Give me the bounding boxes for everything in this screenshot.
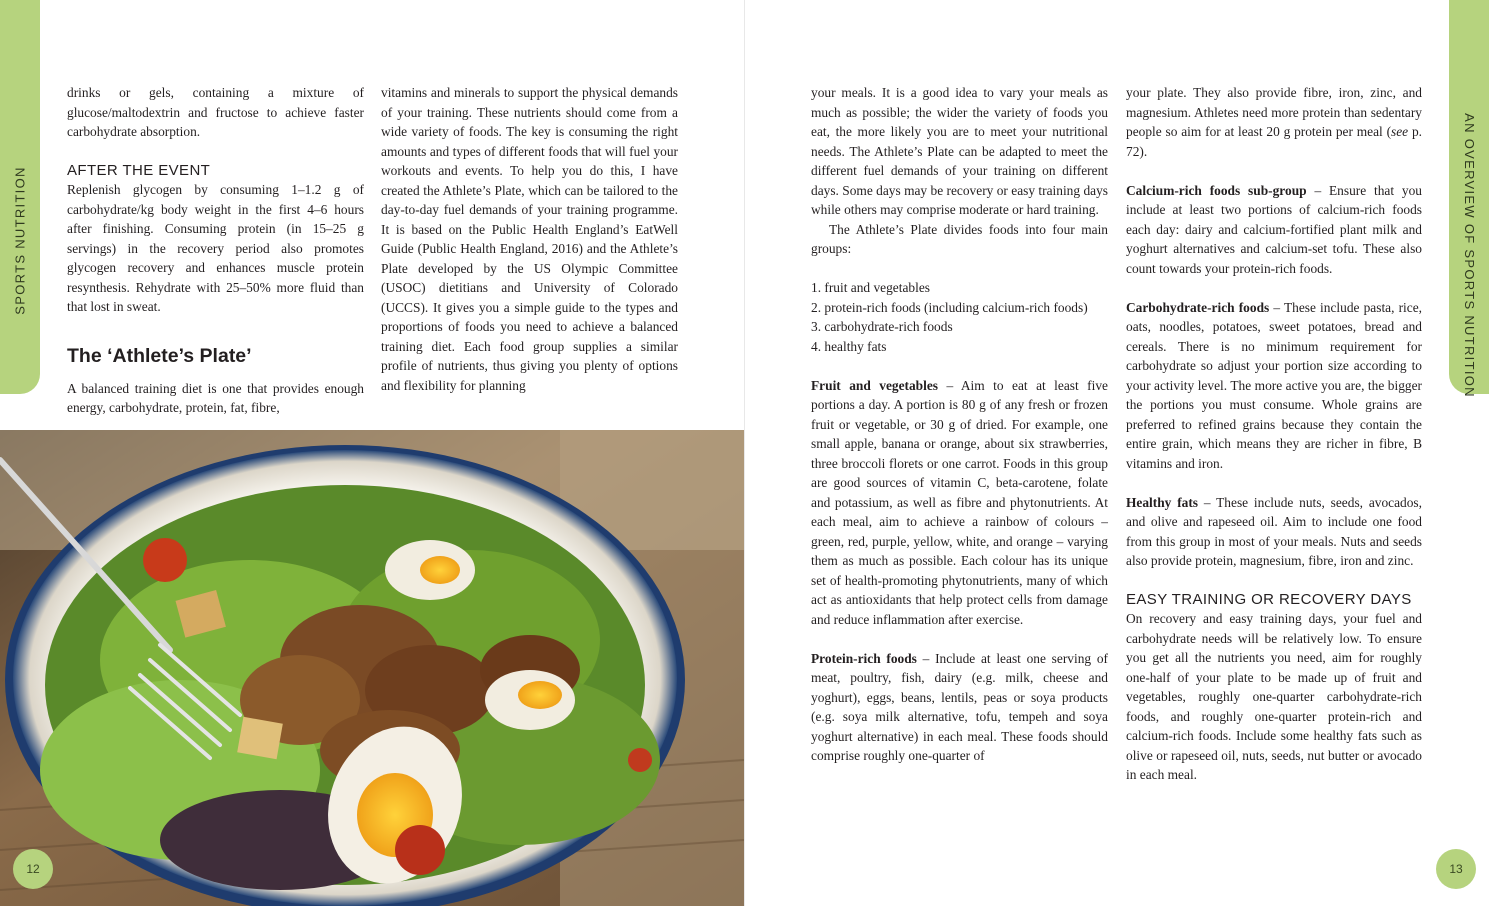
left-side-tab bbox=[0, 0, 40, 394]
right-column-1 bbox=[811, 83, 1108, 766]
list-item: 4. healthy fats bbox=[811, 338, 887, 354]
subheading-after-the-event: AFTER THE EVENT bbox=[67, 161, 211, 179]
run-in-heading: Carbohydrate-rich foods bbox=[1126, 299, 1270, 315]
list-item: 1. fruit and vegetables bbox=[811, 280, 930, 295]
section-heading-athletes-plate: The ‘Athlete’s Plate’ bbox=[67, 344, 252, 367]
subheading-easy-training: EASY TRAINING OR RECOVERY DAYS bbox=[1126, 590, 1412, 608]
right-side-tab-label: AN OVERVIEW OF SPORTS NUTRITION bbox=[1461, 112, 1477, 398]
run-in-heading: Protein-rich foods bbox=[811, 650, 917, 666]
left-column-2 bbox=[381, 83, 678, 395]
right-side-tab bbox=[1449, 0, 1489, 398]
paragraph-protein-rich-foods: Protein-rich foods – Include at least one serving of meat, poultry, fish, dairy (e.g. milk, cheese and yoghurt), eggs, beans, lentils, peas or soya products (e.g. soya milk alternative, tofu, tempeh and soya yoghurt alternative) in each meal. These foods should comprise roughly one-quarter of bbox=[811, 650, 1108, 763]
paragraph-healthy-fats: Healthy fats – These include nuts, seeds, avocados, and olive and rapeseed oil. Aim to include one food from this group in most of your meals. Nuts and seeds also provide protein, magnesium, fibre, iron and zinc. bbox=[1126, 494, 1422, 568]
list-item: 3. carbohydrate-rich foods bbox=[811, 319, 953, 334]
paragraph: vitamins and minerals to support the physical demands of your training. These nutrients should come from a wide variety of foods. The key is consuming the right amounts and types of different foods that will fuel your workouts and events. To help you do this, I have created the Athlete’s Plate, which can be tailored to the day-to-day fuel demands of your training programme. It is based on the Public Health England’s EatWell Guide (Public Health England, 2016) and the Athlete’s Plate developed by the US Olympic Committee (USOC) dietitians and University of Colorado (UCCS). It gives you a simple guide to the types and proportions of foods you need to achieve a balanced training diet. Each food group supplies a similar profile of nutrients, thus giving you plenty of options and flexibility for planning bbox=[381, 85, 678, 393]
food-groups-list bbox=[811, 278, 1108, 356]
right-column-2 bbox=[1126, 83, 1422, 785]
list-item: 2. protein-rich foods (including calcium-rich foods) bbox=[811, 299, 1088, 315]
paragraph: your plate. They also provide fibre, iron, zinc, and magnesium. Athletes need more protein than sedentary people so aim for at least 20 g protein per meal (see p. 72). bbox=[1126, 85, 1422, 159]
paragraph: your meals. It is a good idea to vary your meals as much as possible; the wider the variety of foods you eat, the more likely you are to meet your nutritional needs. The Athlete’s Plate can be adapted to meet the different fuel demands of your training on different days. Some days may be recovery or easy training days while others may comprise moderate or hard training. bbox=[811, 85, 1108, 217]
run-in-heading: Calcium-rich foods sub-group bbox=[1126, 182, 1307, 198]
paragraph-fruit-and-vegetables: Fruit and vegetables – Aim to eat at least five portions a day. A portion is 80 g of any fresh or frozen fruit or vegetable, or 30 g of dried. For example, one small apple, banana or orange, about six strawberries, three broccoli florets or one carrot. Foods in this group are good sources of vitamin C, beta-carotene, folate and potassium, as well as fibre and phytonutrients. At each meal, aim to achieve a rainbow of colours – green, red, purple, yellow, white, and orange – varying them as much as possible. Each colour has its unique set of health-promoting phytonutrients, many of which act as antioxidants that help protect cells from damage and reduce inflammation after exercise. bbox=[811, 377, 1108, 627]
page-number-left: 12 bbox=[13, 849, 53, 889]
paragraph: Replenish glycogen by consuming 1–1.2 g of carbohydrate/kg body weight in the first 4–6 hours after finishing. Consuming protein (in 15–25 g servings) in the recovery period also promotes glycogen recovery and enhances muscle protein resynthesis. Rehydrate with 25–50% more fluid than that lost in sweat. bbox=[67, 182, 364, 314]
page-number-right: 13 bbox=[1436, 849, 1476, 889]
paragraph-calcium-rich-foods: Calcium-rich foods sub-group – Ensure that you include at least two portions of calcium-rich foods each day: dairy and calcium-fortified plant milk and yoghurt alternatives and calcium-set tofu. These also count towards your protein-rich foods. bbox=[1126, 182, 1423, 276]
run-in-heading: Healthy fats bbox=[1126, 494, 1199, 510]
left-side-tab-label: SPORTS NUTRITION bbox=[12, 165, 28, 315]
paragraph-carbohydrate-rich-foods: Carbohydrate-rich foods – These include pasta, rice, oats, noodles, potatoes, sweet potatoes, bread and cereals. There is no minimum requirement for carbohydrate so adjust your portion size according to your activity level. The more active you are, the bigger the portions you must consume. Whole grains are preferred to refined grains because they contain the entire grain, which means they are richer in fibre, B vitamins and iron. bbox=[1126, 299, 1422, 471]
run-in-heading: Fruit and vegetables bbox=[811, 377, 939, 393]
left-column-1 bbox=[67, 83, 364, 418]
paragraph: drinks or gels, containing a mixture of glucose/maltodextrin and fructose to achieve faster carbohydrate absorption. bbox=[67, 85, 364, 139]
paragraph: A balanced training diet is one that provides enough energy, carbohydrate, protein, fat, fibre, bbox=[67, 380, 364, 415]
paragraph: The Athlete’s Plate divides foods into four main groups: bbox=[811, 221, 1108, 256]
paragraph: On recovery and easy training days, your fuel and carbohydrate needs will be relatively low. To ensure you get all the nutrients you need, aim for roughly one-half of your plate to be made up of fruit and vegetables, roughly one-quarter carbohydrate-rich foods, and roughly one-quarter protein-rich and calcium-rich foods. Include some healthy fats such as olive or rapeseed oil, nuts, seeds, nut butter or avocado in each meal. bbox=[1126, 611, 1422, 782]
salad-bowl-photo bbox=[0, 430, 744, 906]
